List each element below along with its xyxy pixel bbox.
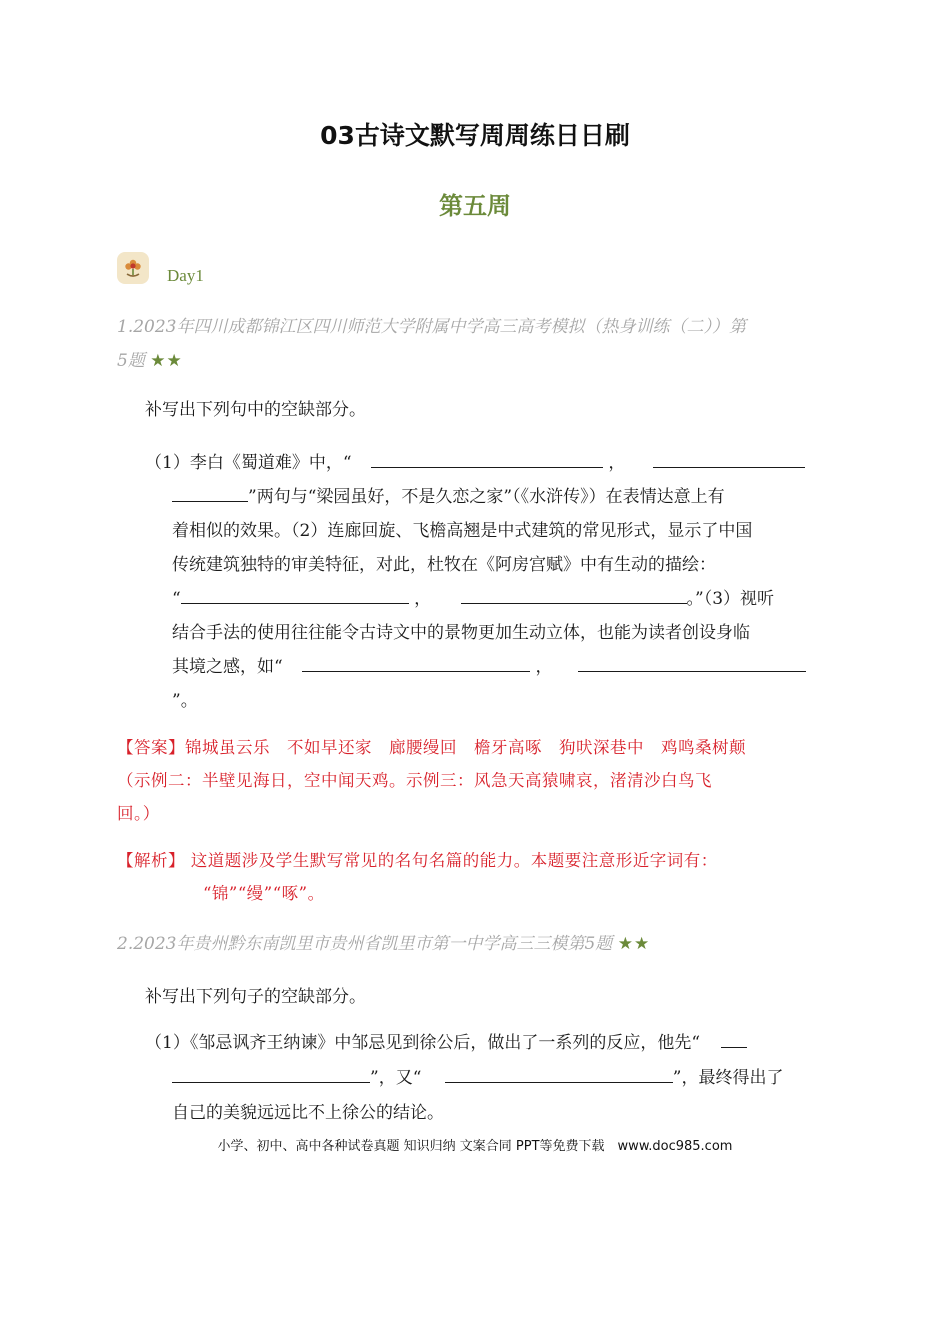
page-title: 03古诗文默写周周练日日刷	[320, 121, 630, 150]
answer-blank[interactable]	[461, 583, 687, 604]
q2-text: ”，又“	[370, 1068, 422, 1088]
question-1-line-6: 结合手法的使用往往能令古诗文中的景物更加生动立体，也能为读者创设身临	[172, 623, 750, 643]
q1-text: ，	[414, 589, 432, 609]
question-2-source-text: 2.2023年贵州黔东南凯里市贵州省凯里市第一中学高三三模第5题	[117, 934, 613, 954]
question-1-source	[117, 310, 837, 378]
question-1-line-8: ”。	[172, 691, 198, 711]
q1-text: ，	[608, 453, 626, 473]
analysis-line: “锦”“缦”“啄”。	[203, 884, 325, 903]
question-1-line-5	[172, 582, 852, 617]
answer-blank[interactable]	[181, 583, 409, 604]
q2-text: （1）《邹忌讽齐王纳谏》中邹忌见到徐公后，做出了一系列的反应，他先“	[145, 1033, 701, 1053]
question-1-line-4: 传统建筑独特的审美特征，对此，杜牧在《阿房宫赋》中有生动的描绘：	[172, 555, 716, 575]
question-1-line-3: 着相似的效果。（2）连廊回旋、飞檐高翘是中式建筑的常见形式，显示了中国	[172, 521, 753, 541]
question-2-instruction: 补写出下列句子的空缺部分。	[145, 987, 366, 1007]
q1-text: “	[172, 589, 181, 609]
answer-blank[interactable]	[302, 651, 530, 672]
question-1-line-1	[145, 446, 845, 481]
answer-blank[interactable]	[578, 651, 806, 672]
q1-text: 。”（3）视听	[686, 589, 775, 609]
analysis-block	[117, 844, 837, 910]
flower-icon	[117, 252, 149, 284]
question-2-line-3: 自己的美貌远远比不上徐公的结论。	[172, 1103, 444, 1123]
week-subtitle: 第五周	[439, 192, 511, 220]
question-1-instruction: 补写出下列句中的空缺部分。	[145, 400, 366, 420]
question-1-source-line2: 5题	[117, 351, 145, 371]
question-2-line-2	[172, 1061, 852, 1096]
question-2-line-1	[145, 1026, 845, 1061]
question-1-line-7	[172, 650, 852, 685]
q1-text: ，	[535, 657, 553, 677]
q1-text: ”两句与“梁园虽好，不是久恋之家”（《水浒传》）在表情达意上有	[248, 487, 725, 507]
answer-blank[interactable]	[172, 1062, 370, 1083]
answer-line: （示例二：半壁见海日，空中闻天鸡。示例三：风急天高猿啸哀，渚清沙白鸟飞	[117, 771, 712, 790]
q1-text: （1）李白《蜀道难》中，“	[145, 453, 352, 473]
analysis-line: 【解析】 这道题涉及学生默写常见的名句名篇的能力。本题要注意形近字词有：	[117, 851, 718, 870]
question-1-source-line1: 1.2023年四川成都锦江区四川师范大学附属中学高三高考模拟（热身训练（二））第	[117, 317, 746, 337]
answer-line: 回。）	[117, 804, 160, 823]
answer-blank[interactable]	[445, 1062, 673, 1083]
difficulty-stars: ★★	[617, 934, 651, 954]
q1-text: 其境之感，如“	[172, 657, 283, 677]
answer-blank[interactable]	[721, 1027, 747, 1048]
answer-blank[interactable]	[172, 481, 248, 502]
q2-text: ”，最终得出了	[672, 1068, 784, 1088]
day-label: Day1	[167, 266, 204, 285]
footer-text: 小学、初中、高中各种试卷真题 知识归纳 文案合同 PPT等免费下载 www.doc985.com	[217, 1139, 733, 1154]
answer-block	[117, 731, 837, 830]
answer-blank[interactable]	[371, 447, 603, 468]
answer-line: 【答案】锦城虽云乐 不如早还家 廊腰缦回 檐牙高啄 狗吠深巷中 鸡鸣桑树颠	[117, 738, 746, 757]
difficulty-stars: ★★	[150, 351, 183, 371]
question-1-line-2	[172, 480, 852, 515]
question-2-source	[117, 927, 837, 961]
answer-blank[interactable]	[653, 447, 805, 468]
